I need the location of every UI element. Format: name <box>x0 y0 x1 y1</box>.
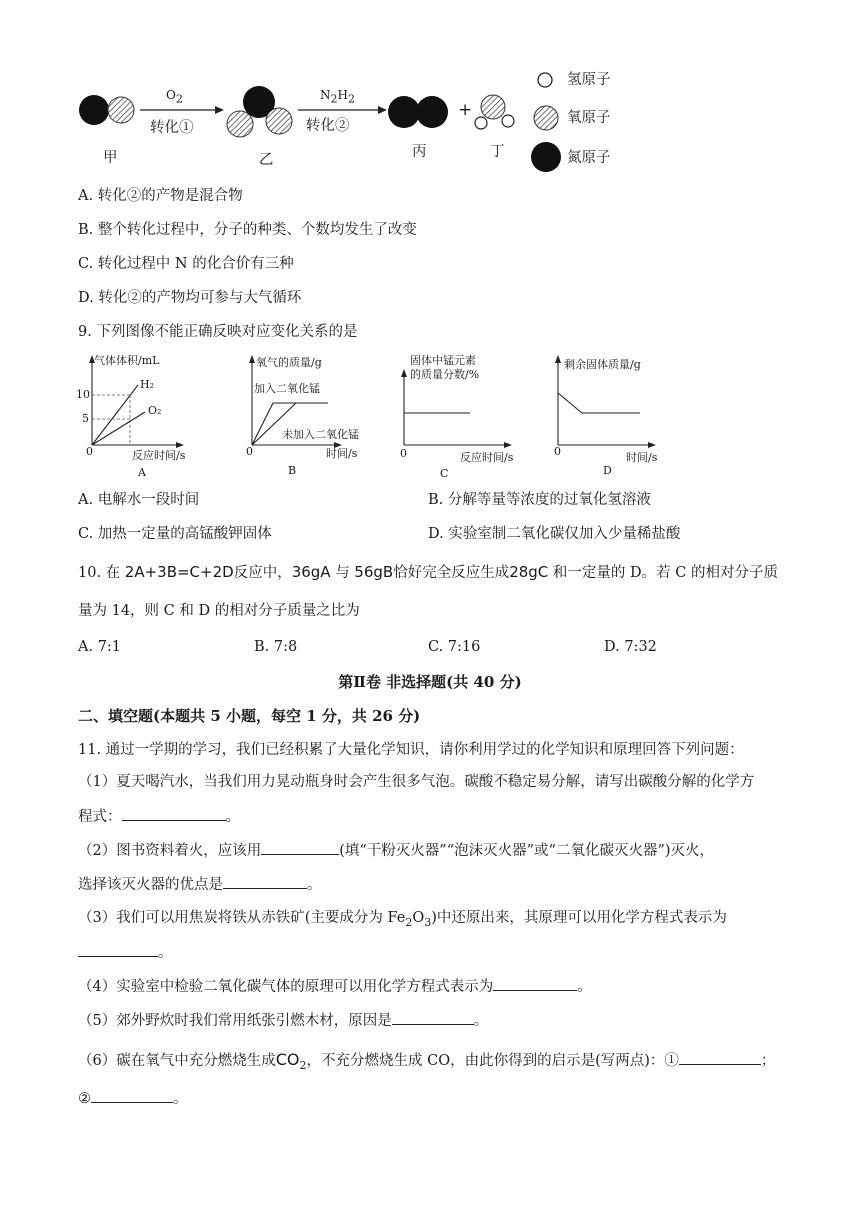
oxygen-atom <box>266 108 292 134</box>
answer-blank[interactable] <box>91 1088 173 1103</box>
q11-s4: （4）实验室中检验二氧化碳气体的原理可以用化学方程式表示为 。 <box>78 976 592 997</box>
oxygen-atom <box>227 111 253 137</box>
q11-s1-line2: 程式： 。 <box>78 806 240 827</box>
arrow1-label: 转化① <box>150 120 194 136</box>
answer-blank[interactable] <box>261 840 339 855</box>
graph-a-ylabel: 气体体积/mL <box>94 354 160 367</box>
q10-option-d: D. 7:32 <box>604 639 657 655</box>
arrow2-label: 转化② <box>306 118 350 134</box>
q9-stem: 9. 下列图像不能正确反映对应变化关系的是 <box>78 324 358 340</box>
reaction-diagram <box>0 0 860 180</box>
q9-option-a: A. 电解水一段时间 <box>78 492 200 508</box>
graph-c-caption: C <box>440 467 449 480</box>
q8-option-a: A. 转化②的产物是混合物 <box>78 188 243 204</box>
q11-stem: 11. 通过一学期的学习，我们已经积累了大量化学知识，请你利用学过的化学知识和原理回答下列问题： <box>78 742 744 758</box>
answer-blank[interactable] <box>493 976 577 991</box>
graph-a-origin: 0 <box>86 445 93 458</box>
answer-blank[interactable] <box>223 874 307 889</box>
q10-option-c: C. 7:16 <box>428 639 481 655</box>
graph-a <box>89 355 184 448</box>
q10-option-a: A. 7:1 <box>78 639 122 655</box>
hydrogen-atom <box>502 115 514 127</box>
nitrogen-atom <box>416 96 448 128</box>
graph-a-series-o2: O₂ <box>148 404 162 417</box>
graph-c-ylabel-2: 的质量分数/% <box>410 368 480 381</box>
arrow1-reagent: $O_2$ <box>166 88 183 106</box>
nitrogen-atom <box>79 95 109 125</box>
graph-c-origin: 0 <box>400 447 407 460</box>
hollow-circle-icon <box>538 73 552 87</box>
q8-option-c: C. 转化过程中 N 的化合价有三种 <box>78 256 294 272</box>
graph-b-caption: B <box>288 464 297 477</box>
section-title: 第Ⅱ卷 非选择题(共 40 分) <box>338 673 522 691</box>
graph-a-xlabel: 反应时间/s <box>132 449 186 462</box>
label-jia: 甲 <box>103 150 118 166</box>
graph-b-series-with-mno2: 加入二氧化锰 <box>254 382 320 395</box>
graph-a-tick-10: 10 <box>76 388 90 401</box>
label-bing: 丙 <box>412 144 427 160</box>
q8-option-d: D. 转化②的产物均可参与大气循环 <box>78 290 302 306</box>
q11-s3-line2: 。 <box>78 942 173 963</box>
hydrogen-atom <box>475 117 487 129</box>
graph-b-origin: 0 <box>246 445 253 458</box>
q9-option-c: C. 加热一定量的高锰酸钾固体 <box>78 526 272 542</box>
hatched-circle-icon <box>534 106 558 130</box>
q11-s6-line1: （6）碳在氧气中充分燃烧生成$CO_2$，不充分燃烧生成 CO，由此你得到的启示是(写两点)：① ； <box>78 1050 776 1072</box>
part2-title: 二、填空题(本题共 5 小题，每空 1 分，共 26 分) <box>78 707 421 725</box>
q11-s3-line1: （3）我们可以用焦炭将铁从赤铁矿(主要成分为 $Fe_2O_3$)中还原出来，其原理可以用化学方程式表示为 <box>78 910 727 929</box>
graph-c-xlabel: 反应时间/s <box>460 451 514 464</box>
oxygen-atom <box>108 97 134 123</box>
graph-d-caption: D <box>603 464 612 477</box>
answer-blank[interactable] <box>78 942 158 957</box>
q10-option-b: B. 7:8 <box>254 639 298 655</box>
q11-s2-line2: 选择该灭火器的优点是 。 <box>78 874 322 895</box>
graph-c-ylabel-1: 固体中锰元素 <box>410 354 476 367</box>
q11-s1-line1: （1）夏天喝汽水，当我们用力晃动瓶身时会产生很多气泡。碳酸不稳定易分解，请写出碳酸分解的化学方 <box>78 774 755 790</box>
graph-d-ylabel: 剩余固体质量/g <box>564 358 641 371</box>
q8-option-b: B. 整个转化过程中，分子的种类、个数均发生了改变 <box>78 222 417 238</box>
q10-stem-line2: 量为 14，则 C 和 D 的相对分子质量之比为 <box>78 603 360 619</box>
q11-s6-line2: ② 。 <box>78 1088 188 1109</box>
legend-nitrogen: 氮原子 <box>567 150 611 166</box>
q10-stem-line1: 10. 在 2A+3B=C+2D反应中，36gA 与 56gB恰好完全反应生成28gC 和一定量的 D。若 C 的相对分子质 <box>78 563 778 581</box>
q11-s2-line1: （2）图书资料着火，应该用 (填“干粉灭火器”“泡沫灭火器”或“二氧化碳灭火器”)灭火， <box>78 840 714 861</box>
legend-hydrogen: 氢原子 <box>567 72 611 88</box>
q11-s5: （5）郊外野炊时我们常用纸张引燃木材，原因是 。 <box>78 1010 488 1031</box>
q9-option-b: B. 分解等量等浓度的过氧化氢溶液 <box>428 492 651 508</box>
plus-sign: + <box>458 100 473 120</box>
answer-blank[interactable] <box>122 806 226 821</box>
graph-d-xlabel: 时间/s <box>626 451 658 464</box>
graph-a-series-h2: H₂ <box>140 378 155 391</box>
nitrogen-atom <box>388 96 420 128</box>
legend-oxygen: 氧原子 <box>567 110 611 126</box>
filled-circle-icon <box>531 142 561 172</box>
label-yi: 乙 <box>259 152 274 168</box>
graph-b-ylabel: 氧气的质量/g <box>256 356 322 369</box>
arrow2-reagent: $N_2H_2$ <box>320 88 355 106</box>
label-ding: 丁 <box>490 144 505 160</box>
oxygen-atom <box>481 95 505 119</box>
graph-b-xlabel: 时间/s <box>326 447 358 460</box>
q9-option-d: D. 实验室制二氧化碳仅加入少量稀盐酸 <box>428 526 681 542</box>
answer-blank[interactable] <box>392 1010 474 1025</box>
graph-d-origin: 0 <box>554 445 561 458</box>
graph-a-tick-5: 5 <box>82 412 89 425</box>
answer-blank[interactable] <box>679 1050 761 1065</box>
graph-b-series-without-mno2: 未加入二氧化锰 <box>282 428 359 441</box>
graph-a-caption: A <box>138 466 146 479</box>
